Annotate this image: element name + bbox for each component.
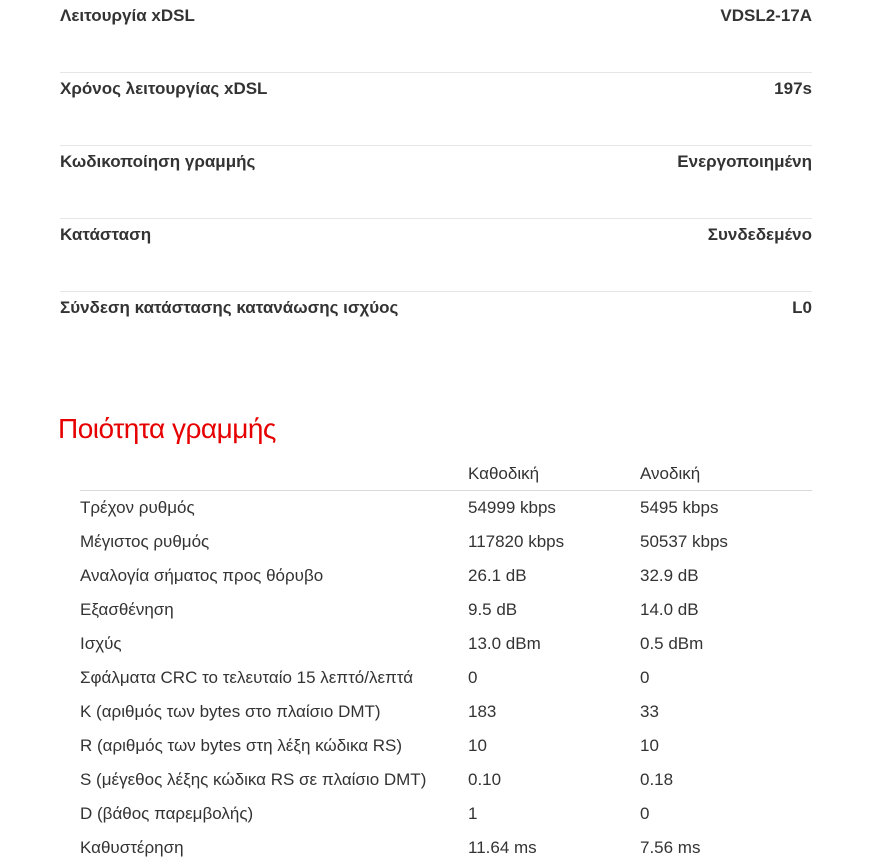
summary-value: 197s [774,79,812,98]
row-downstream: 1 [468,804,478,823]
table-row [80,491,812,525]
row-upstream: 0.5 dBm [640,634,704,653]
table-row [80,763,812,797]
row-label: Αναλογία σήματος προς θόρυβο [80,566,324,585]
table-row [80,593,812,627]
row-upstream: 14.0 dB [640,600,699,619]
summary-value: L0 [792,298,812,317]
row-label: Σφάλματα CRC το τελευταίο 15 λεπτό/λεπτά [80,668,414,687]
row-upstream: 32.9 dB [640,566,699,585]
row-downstream: 183 [468,702,497,721]
summary-row-xdsl-mode [60,0,812,73]
row-label: D (βάθος παρεμβολής) [80,804,254,823]
summary-row-status [60,219,812,292]
row-upstream: 0 [640,668,650,687]
row-downstream: 26.1 dB [468,566,527,585]
xdsl-summary-list [60,0,812,365]
row-upstream: 7.56 ms [640,838,701,857]
table-row [80,797,812,831]
row-upstream: 0.18 [640,770,674,789]
summary-label: Λειτουργία xDSL [60,6,195,25]
line-quality-table [80,458,812,865]
summary-label: Χρόνος λειτουργίας xDSL [60,79,268,98]
row-label: Μέγιστος ρυθμός [80,532,210,551]
summary-value: VDSL2-17A [720,6,812,25]
row-downstream: 10 [468,736,487,755]
row-downstream: 13.0 dBm [468,634,541,653]
summary-label: Σύνδεση κατάστασης κατανάωσης ισχύος [60,298,399,317]
row-label: K (αριθμός των bytes στο πλαίσιο DMT) [80,702,381,721]
row-label: Τρέχον ρυθμός [80,498,195,517]
summary-label: Κωδικοποίηση γραμμής [60,152,256,171]
line-quality-title: Ποιότητα γραμμής [58,413,276,444]
row-upstream: 5495 kbps [640,498,719,517]
row-downstream: 11.64 ms [468,838,537,857]
table-row [80,559,812,593]
row-downstream: 54999 kbps [468,498,556,517]
row-upstream: 0 [640,804,650,823]
row-label: R (αριθμός των bytes στη λέξη κώδικα RS) [80,736,403,755]
row-downstream: 117820 kbps [468,532,565,551]
summary-row-power-state [60,292,812,365]
header-upstream: Ανοδική [640,464,701,483]
summary-value: Συνδεδεμένο [707,225,812,244]
row-upstream: 50537 kbps [640,532,728,551]
table-row [80,525,812,559]
row-label: Εξασθένηση [80,600,174,619]
row-label: Καθυστέρηση [80,838,184,857]
table-row [80,627,812,661]
table-row [80,661,812,695]
row-upstream: 33 [640,702,659,721]
table-header [80,458,812,491]
row-downstream: 0.10 [468,770,502,789]
row-label: S (μέγεθος λέξης κώδικα RS σε πλαίσιο DMT) [80,770,427,789]
row-downstream: 0 [468,668,478,687]
header-downstream: Καθοδική [468,464,540,483]
summary-row-xdsl-uptime [60,73,812,146]
summary-row-line-encoding [60,146,812,219]
row-downstream: 9.5 dB [468,600,518,619]
table-row [80,729,812,763]
table-row [80,831,812,865]
summary-label: Κατάσταση [60,225,152,244]
table-row [80,695,812,729]
summary-value: Ενεργοποιημένη [677,152,812,171]
row-upstream: 10 [640,736,659,755]
row-label: Ισχύς [80,634,122,653]
